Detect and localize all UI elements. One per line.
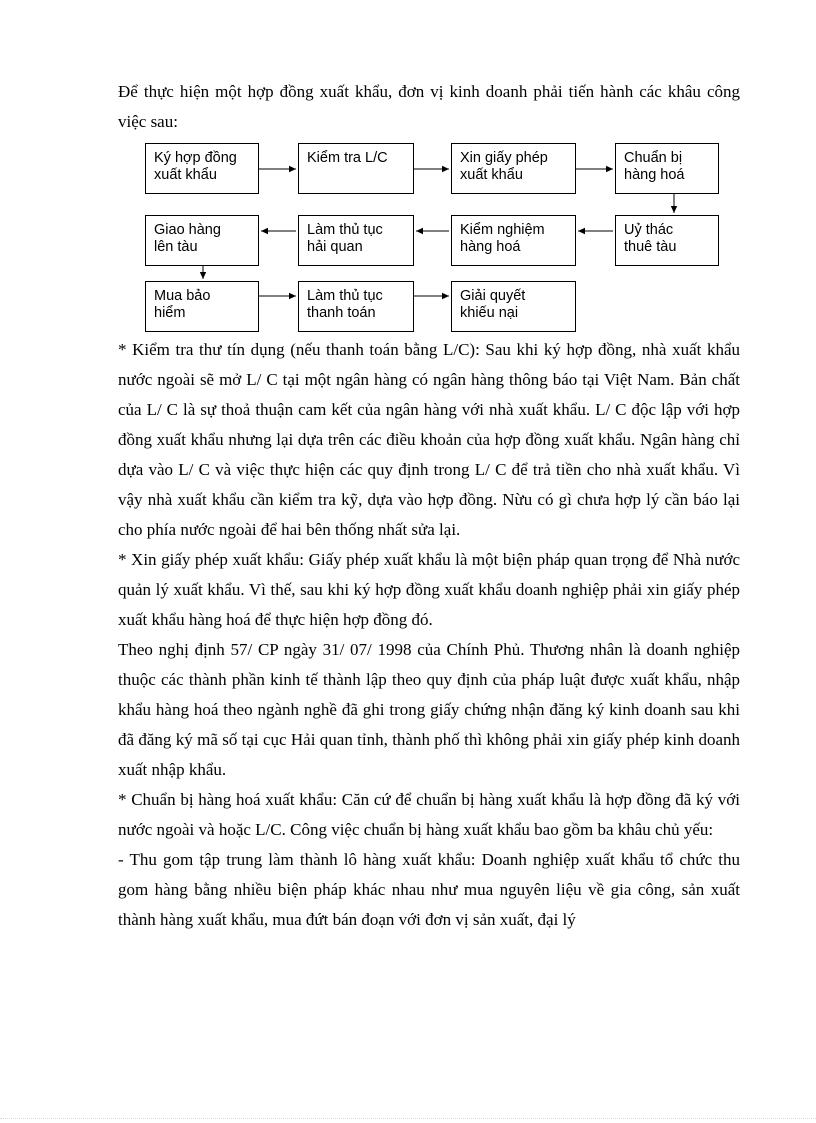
box-line: Xin giấy phép <box>460 150 548 166</box>
box-line: hải quan <box>307 239 363 255</box>
box-line: Kiểm nghiệm <box>460 222 545 238</box>
paragraph-xin-giay-phep: * Xin giấy phép xuất khẩu: Giấy phép xuất khẩu là một biện pháp quan trọng để Nhà nước quản lý xuất khẩu. Vì thế, sau khi ký hợp đồng xuất khẩu doanh nghiệp phải xin giấy phép xuất khẩu hàng hoá để thực hiện hợp đồng đó. <box>118 550 740 629</box>
box-line: khiếu nại <box>460 305 519 321</box>
box-line: lên tàu <box>154 239 198 255</box>
box-line: hàng hoá <box>460 239 521 255</box>
flow-box-uy-thac <box>615 215 719 266</box>
box-line: thanh toán <box>307 305 376 321</box>
paragraph-nghi-dinh: Theo nghị định 57/ CP ngày 31/ 07/ 1998 của Chính Phủ. Thương nhân là doanh nghiệp thuộc các thành phần kinh tế thành lập theo quy định của pháp luật được xuất khẩu, nhập khẩu hàng hoá theo ngành nghề đã ghi trong giấy chứng nhận đăng ký kinh doanh sau khi đã đăng ký mã số tại cục Hải quan tỉnh, thành phố thì không phải xin giấy phép kinh doanh xuất nhập khẩu. <box>118 640 740 779</box>
body-text <box>118 335 740 935</box>
flow-box-mua-bao-hiem <box>145 281 259 332</box>
box-line: xuất khẩu <box>154 167 217 183</box>
box-line: Chuẩn bị <box>624 150 683 166</box>
box-line: Làm thủ tục <box>307 222 383 238</box>
box-line: hàng hoá <box>624 167 685 183</box>
flow-box-chuan-bi-hang <box>615 143 719 194</box>
flow-box-giai-quyet <box>451 281 576 332</box>
flow-box-kiem-nghiem <box>451 215 576 266</box>
paragraph-chuan-bi-hang: * Chuẩn bị hàng hoá xuất khẩu: Căn cứ để chuẩn bị hàng xuất khẩu là hợp đồng đã ký với nước ngoài và hoặc L/C. Công việc chuẩn bị hàng xuất khẩu bao gồm ba khâu chủ yếu: <box>118 790 740 839</box>
box-line: Ký hợp đồng <box>154 150 237 166</box>
flow-box-lam-thu-tuc-tt <box>298 281 414 332</box>
box-line: thuê tàu <box>624 239 677 255</box>
flow-box-xin-giay-phep <box>451 143 576 194</box>
box-line: Giải quyết <box>460 288 526 304</box>
flow-box-lam-thu-tuc-hq <box>298 215 414 266</box>
page-bottom-border <box>0 1118 816 1119</box>
box-line: xuất khẩu <box>460 167 523 183</box>
paragraph-thu-gom: - Thu gom tập trung làm thành lô hàng xuất khẩu: Doanh nghiệp xuất khẩu tổ chức thu gom hàng bằng nhiều biện pháp khác nhau như mua nguyên liệu về gia công, sản xuất thành hàng xuất khẩu, mua đứt bán đoạn với đơn vị sản xuất, đại lý <box>118 850 740 929</box>
export-process-flowchart <box>0 0 816 340</box>
paragraph-kiem-tra-lc: * Kiểm tra thư tín dụng (nếu thanh toán bằng L/C): Sau khi ký hợp đồng, nhà xuất khẩu nước ngoài sẽ mở L/ C tại một ngân hàng có ngân hàng thông báo tại Việt Nam. Bản chất của L/ C là sự thoả thuận cam kết của ngân hàng với nhà xuất khẩu. L/ C độc lập với hợp đồng xuất khẩu nhưng lại dựa trên các điều khoản của hợp đồng xuất khẩu. Ngân hàng chỉ dựa vào L/ C và việc thực hiện các quy định trong L/ C để trả tiền cho nhà xuất khẩu. Vì vậy nhà xuất khẩu cần kiểm tra kỹ, dựa vào hợp đồng. Nừu có gì chưa hợp lý cần báo lại cho phía nước ngoài để hai bên thống nhất sửa lại. <box>118 340 740 539</box>
flow-box-giao-hang <box>145 215 259 266</box>
box-line: Uỷ thác <box>624 222 674 238</box>
box-line: Kiểm tra L/C <box>307 150 388 166</box>
flow-box-kiem-tra-lc <box>298 143 414 194</box>
flow-box-ky-hop-dong <box>145 143 259 194</box>
box-line: Làm thủ tục <box>307 288 383 304</box>
intro-text: Để thực hiện một hợp đồng xuất khẩu, đơn vị kinh doanh phải tiến hành các khâu công việc sau: <box>118 82 740 131</box>
box-line: Mua bảo <box>154 288 211 304</box>
box-line: hiểm <box>154 305 186 321</box>
box-line: Giao hàng <box>154 222 221 238</box>
